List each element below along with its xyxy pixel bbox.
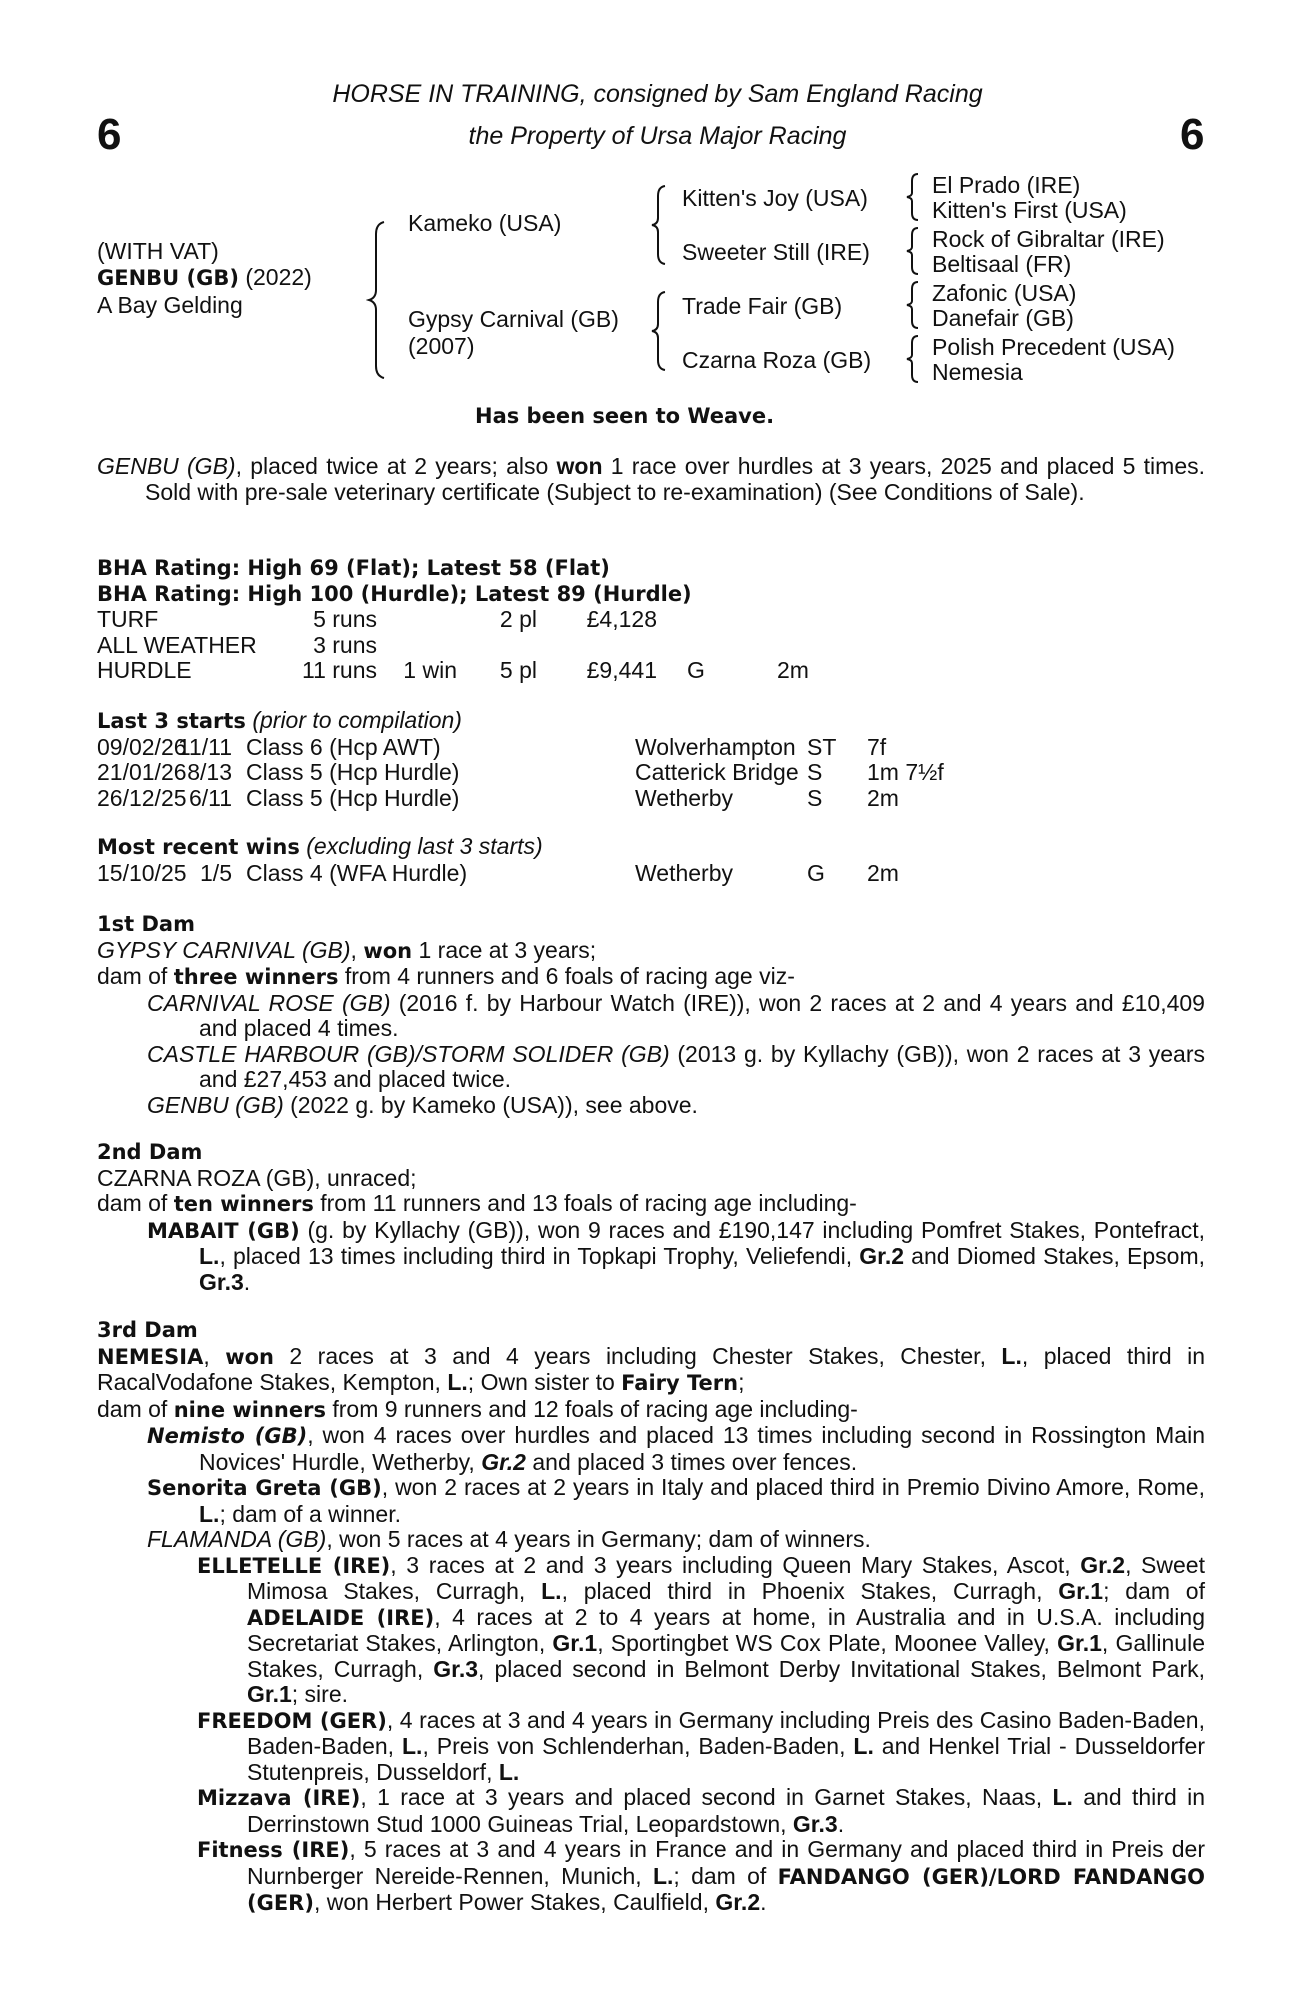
listed-badge: L. [199,1500,220,1527]
winners-count: three winners [173,965,339,989]
record-surface: TURF [97,606,159,632]
first-dam-section [97,912,1205,1118]
progeny-item [147,1093,1205,1119]
progeny-text: , Preis von Schlenderhan, Baden-Baden, [422,1733,854,1759]
progeny-text: . [837,1810,845,1837]
progeny-name: GENBU (GB) [147,1091,284,1118]
pedigree-dam-sire: Trade Fair (GB) [682,293,843,319]
progeny-text: , placed 13 times including third in Topkapi Trophy, Veliefendi, [219,1243,860,1269]
progeny-text: , Gallinule Stakes, Curragh, [247,1630,1205,1682]
group-badge: Gr.3 [199,1268,244,1295]
race-race: Class 6 (Hcp AWT) [246,733,441,760]
group-badge: Gr.2 [859,1243,905,1269]
race-date: 21/01/26 [97,759,187,785]
race-race: Class 4 (WFA Hurdle) [246,859,468,886]
pedigree-sire-sire: Kitten's Joy (USA) [682,185,868,211]
grand-progeny-freedom [197,1708,1205,1786]
rating-hurdle: BHA Rating: High 100 (Hurdle); Latest 89 (Hurdle) [97,581,692,606]
recent-wins-table [97,861,1205,887]
race-pos: 6/11 [188,784,232,811]
group-badge: Gr.2 [715,1889,761,1915]
progeny-text: ; dam of [1103,1578,1205,1604]
offspring-name: FANDANGO (GER)/LORD FANDANGO (GER) [247,1864,1206,1915]
dam-of-rest: from 9 runners and 12 foals of racing age including- [325,1395,858,1422]
progeny-text: ; dam of a winner. [219,1500,401,1527]
race-dist: 2m [867,784,899,811]
progeny-name: Mizzava (IRE) [197,1786,361,1810]
pedigree-brace-main [366,220,388,380]
record-placed: 2 pl [499,606,537,632]
record-runs: 5 runs [313,606,377,632]
group-badge: Gr.2 [481,1448,526,1475]
pedigree-gg-8: Nemesia [932,359,1023,385]
progeny-text: , won 2 races at 2 years in Italy and placed third in Premio Divino Amore, Rome, [381,1474,1205,1500]
race-date: 15/10/25 [97,859,187,886]
dam-of-rest: from 4 runners and 6 foals of racing age viz- [338,963,795,989]
progeny-item [147,991,1205,1042]
recent-wins-title: Most recent wins [97,835,300,859]
progeny-item [147,1042,1205,1093]
catalogue-header-line1: HORSE IN TRAINING, consigned by Sam England Racing [332,80,983,108]
progeny-name: FREEDOM (GER) [197,1708,387,1733]
race-course: Catterick Bridge [635,759,799,785]
race-course: Wetherby [635,859,734,886]
race-date: 26/12/25 [97,784,187,811]
last-starts-title: Last 3 starts [97,709,246,733]
group-badge: Gr.1 [1058,1578,1104,1604]
pedigree-brace-gg3 [905,280,921,330]
progeny-item-nemisto [147,1423,1205,1475]
listed-badge: L. [498,1758,520,1785]
third-dam-text: ; [738,1369,745,1395]
race-date: 09/02/26 [97,733,187,760]
race-dist: 7f [867,733,887,760]
progeny-name: FLAMANDA (GB) [147,1526,327,1552]
race-going: S [807,784,823,811]
race-course: Wolverhampton [635,733,796,760]
progeny-text: , 5 races at 3 and 4 years in France and in Germany and placed third in Preis der Nurnberger Nereide-Rennen, Munich, [247,1836,1206,1889]
third-dam-title: 3rd Dam [97,1318,198,1342]
lot-number-right: 6 [1180,110,1205,159]
progeny-text: , 3 races at 2 and 3 years including Queen Mary Stakes, Ascot, [390,1551,1081,1578]
progeny-text: , won Herbert Power Stakes, Caulfield, [313,1889,716,1915]
group-badge: Gr.1 [552,1630,598,1656]
pedigree-brace-gg4 [905,334,921,384]
last-starts-subtitle: (prior to compilation) [252,707,462,733]
ratings-block [97,556,1205,684]
winners-count: ten winners [173,1192,314,1216]
pedigree-gg-4: Beltisaal (FR) [932,251,1072,277]
horse-name: GENBU (GB) [97,266,239,290]
progeny-name: Nemisto (GB) [147,1424,308,1448]
grand-progeny-fitness [197,1837,1205,1917]
first-dam-produce [97,964,1205,991]
progeny-text: . [760,1889,767,1915]
third-dam-name: NEMESIA [97,1344,204,1369]
dam-of-text: dam of [97,1395,174,1422]
progeny-name: Senorita Greta (GB) [147,1476,382,1500]
pedigree-brace-gg2 [905,226,921,276]
record-row [97,658,1205,684]
third-dam-text: ; Own sister to [467,1369,622,1395]
last-starts-section [97,708,1205,811]
record-going: G [687,657,705,683]
pedigree-gg-7: Polish Precedent (USA) [932,334,1175,360]
summary-won: won [556,453,603,479]
progeny-text: ; sire. [291,1681,348,1707]
progeny-name: CASTLE HARBOUR (GB)/STORM SOLIDER (GB) [147,1040,670,1067]
recent-wins-subtitle: (excluding last 3 starts) [306,833,543,859]
grand-progeny-elletelle [197,1553,1205,1708]
horse-description: A Bay Gelding [97,292,243,318]
summary-paragraph [97,454,1205,505]
progeny-text: . [243,1268,251,1295]
progeny-text: , 4 races at 3 and 4 years in Germany including Preis des Casino Baden-Baden, Baden-Baden, [247,1706,1205,1759]
weave-note: Has been seen to Weave. [475,404,775,428]
progeny-text: and Diomed Stakes, Epsom, [904,1243,1205,1269]
group-badge: Gr.3 [433,1655,479,1682]
dam-of-rest: from 11 runners and 13 foals of racing age including- [313,1190,857,1216]
listed-badge: L. [853,1733,874,1759]
second-dam-produce [97,1191,1205,1218]
third-dam-text: 2 races at 3 and 4 years including Chester Stakes, Chester, [273,1342,1002,1369]
third-dam-won: won [225,1344,274,1369]
listed-badge: L. [1052,1784,1073,1810]
listed-badge: L. [541,1578,562,1604]
pedigree-gg-2: Kitten's First (USA) [932,197,1127,223]
progeny-text: , placed third in Phoenix Stakes, Curragh, [561,1578,1059,1604]
listed-badge: L. [447,1369,468,1395]
progeny-text: (2016 f. by Harbour Watch (IRE)), won 2 races at 2 and 4 years and £10,409 and placed 4 times. [199,989,1205,1041]
second-dam-line: CZARNA ROZA (GB), unraced; [97,1164,417,1191]
pedigree-brace-dam [650,290,668,372]
race-going: S [807,759,823,785]
recent-wins-heading [97,834,1205,861]
record-wins: 1 win [403,657,457,683]
race-course: Wetherby [635,784,734,811]
pedigree-gg-6: Danefair (GB) [932,305,1074,331]
pedigree-brace-sire [650,184,668,266]
race-pos: 11/11 [177,733,232,760]
record-prize: £9,441 [586,657,657,683]
group-badge: Gr.1 [247,1681,292,1707]
group-badge: Gr.3 [792,1810,838,1837]
offspring-name: ADELAIDE (IRE) [247,1605,435,1630]
winners-count: nine winners [173,1397,326,1422]
rating-flat: BHA Rating: High 69 (Flat); Latest 58 (Flat) [97,556,610,580]
progeny-item-flamanda [147,1527,1205,1553]
pedigree-dam-dam: Czarna Roza (GB) [682,347,872,373]
progeny-text: , Sportingbet WS Cox Plate, Moonee Valley, [597,1630,1058,1656]
progeny-text: ; dam of [673,1862,778,1889]
race-dist: 1m 7½f [867,759,944,785]
first-dam-name: GYPSY CARNIVAL (GB) [97,936,351,963]
progeny-name: Fitness (IRE) [197,1838,350,1862]
record-surface: HURDLE [97,657,192,683]
progeny-item-senorita [147,1475,1205,1527]
summary-text: , placed twice at 2 years; also [235,453,557,479]
pedigree-gg-5: Zafonic (USA) [932,280,1077,306]
race-row [97,735,1205,761]
pedigree-sire: Kameko (USA) [408,210,562,236]
recent-wins-section [97,834,1205,886]
vat-label: (WITH VAT) [97,238,219,264]
race-going: ST [807,733,837,760]
group-badge: Gr.2 [1080,1551,1126,1578]
progeny-text: and third in Derrinstown Stud 1000 Guineas Trial, Leopardstown, [247,1784,1205,1837]
third-dam-produce [97,1397,1205,1424]
pedigree-sire-dam: Sweeter Still (IRE) [682,239,870,265]
record-distance: 2m [777,657,809,683]
horse-title [97,264,312,291]
last-starts-table [97,735,1205,812]
summary-text-2: 1 race over hurdles at 3 years, 2025 and placed 5 times. Sold with pre-sale veterinary certificate (Subject to re-examination) (See Conditions of Sale). [145,453,1205,505]
first-dam-won: won [363,938,413,963]
progeny-name: ELLETELLE (IRE) [197,1553,391,1578]
record-placed: 5 pl [499,657,537,683]
last-starts-heading [97,708,1205,735]
pedigree-dam-year: (2007) [408,333,475,359]
progeny-text: , 1 race at 3 years and placed second in Garnet Stakes, Naas, [360,1784,1053,1810]
summary-horse-name: GENBU (GB) [97,453,236,479]
record-surface: ALL WEATHER [97,631,257,658]
race-row [97,760,1205,786]
lot-number-left: 6 [97,110,122,159]
horse-summary [97,454,1205,505]
progeny-text: , won 5 races at 4 years in Germany; dam of winners. [326,1526,871,1552]
third-dam-section [97,1318,1205,1917]
progeny-text: , placed second in Belmont Derby Invitational Stakes, Belmont Park, [478,1655,1205,1682]
sister-name: Fairy Tern [621,1371,739,1395]
race-going: G [807,859,825,886]
race-race: Class 5 (Hcp Hurdle) [246,784,460,811]
progeny-name: MABAIT (GB) [147,1218,300,1243]
progeny-text: , 4 races at 2 to 4 years at home, in Australia and in U.S.A. including Secretariat Stakes, Arlington, [247,1603,1205,1656]
progeny-text: (2022 g. by Kameko (USA)), see above. [283,1091,698,1118]
second-dam-title: 2nd Dam [97,1140,203,1164]
record-row [97,607,1205,633]
pedigree-dam: Gypsy Carnival (GB) [408,306,619,332]
race-pos: 1/5 [200,859,232,886]
progeny-text: , won 4 races over hurdles and placed 13 times including second in Rossington Main Novices' Hurdle, Wetherby, [199,1422,1205,1475]
first-dam-line: GYPSY CARNIVAL (GB), won 1 race at 3 years; [97,936,597,963]
progeny-text: and Henkel Trial - Dusseldorfer Stutenpreis, Dusseldorf, [247,1733,1205,1785]
first-dam-record: 1 race at 3 years; [412,936,597,963]
second-dam-section [97,1140,1205,1295]
pedigree-gg-1: El Prado (IRE) [932,172,1081,198]
pedigree-brace-gg1 [905,172,921,222]
race-dist: 2m [867,859,899,886]
race-row [97,861,1205,887]
catalogue-header-line2: the Property of Ursa Major Racing [468,122,847,150]
record-runs: 11 runs [301,657,377,683]
third-dam-text: , placed third in RacalVodafone Stakes, Kempton, [97,1342,1206,1395]
listed-badge: L. [199,1243,220,1269]
third-dam-line: NEMESIA, won 2 races at 3 and 4 years including Chester Stakes, Chester, L., placed third in RacalVodafone Stakes, Kempton, L.; Own sister to Fairy Tern; [97,1342,1206,1395]
grand-progeny-mizzava [197,1785,1205,1837]
listed-badge: L. [1001,1342,1022,1369]
progeny-name: CARNIVAL ROSE (GB) [147,989,391,1016]
record-prize: £4,128 [586,606,657,632]
dam-of-text: dam of [97,963,174,989]
race-pos: 8/13 [187,759,232,785]
listed-badge: L. [652,1862,674,1889]
progeny-item [147,1218,1205,1296]
listed-badge: L. [402,1733,423,1759]
record-row [97,633,1205,659]
progeny-text: (2013 g. by Kyllachy (GB)), won 2 races at 3 years and £27,453 and placed twice. [199,1040,1206,1092]
race-record-table [97,607,1205,684]
dam-of-text: dam of [97,1190,174,1216]
progeny-text: and placed 3 times over fences. [525,1448,858,1475]
record-runs: 3 runs [313,631,377,658]
race-row [97,786,1205,812]
horse-year: (2022) [245,264,312,290]
group-badge: Gr.1 [1057,1630,1102,1656]
pedigree-gg-3: Rock of Gibraltar (IRE) [932,226,1165,252]
first-dam-title: 1st Dam [97,912,195,936]
progeny-text: (g. by Kyllachy (GB)), won 9 races and £190,147 including Pomfret Stakes, Pontefract, [299,1216,1206,1243]
race-race: Class 5 (Hcp Hurdle) [246,759,460,785]
progeny-text: , Sweet Mimosa Stakes, Curragh, [247,1551,1205,1604]
